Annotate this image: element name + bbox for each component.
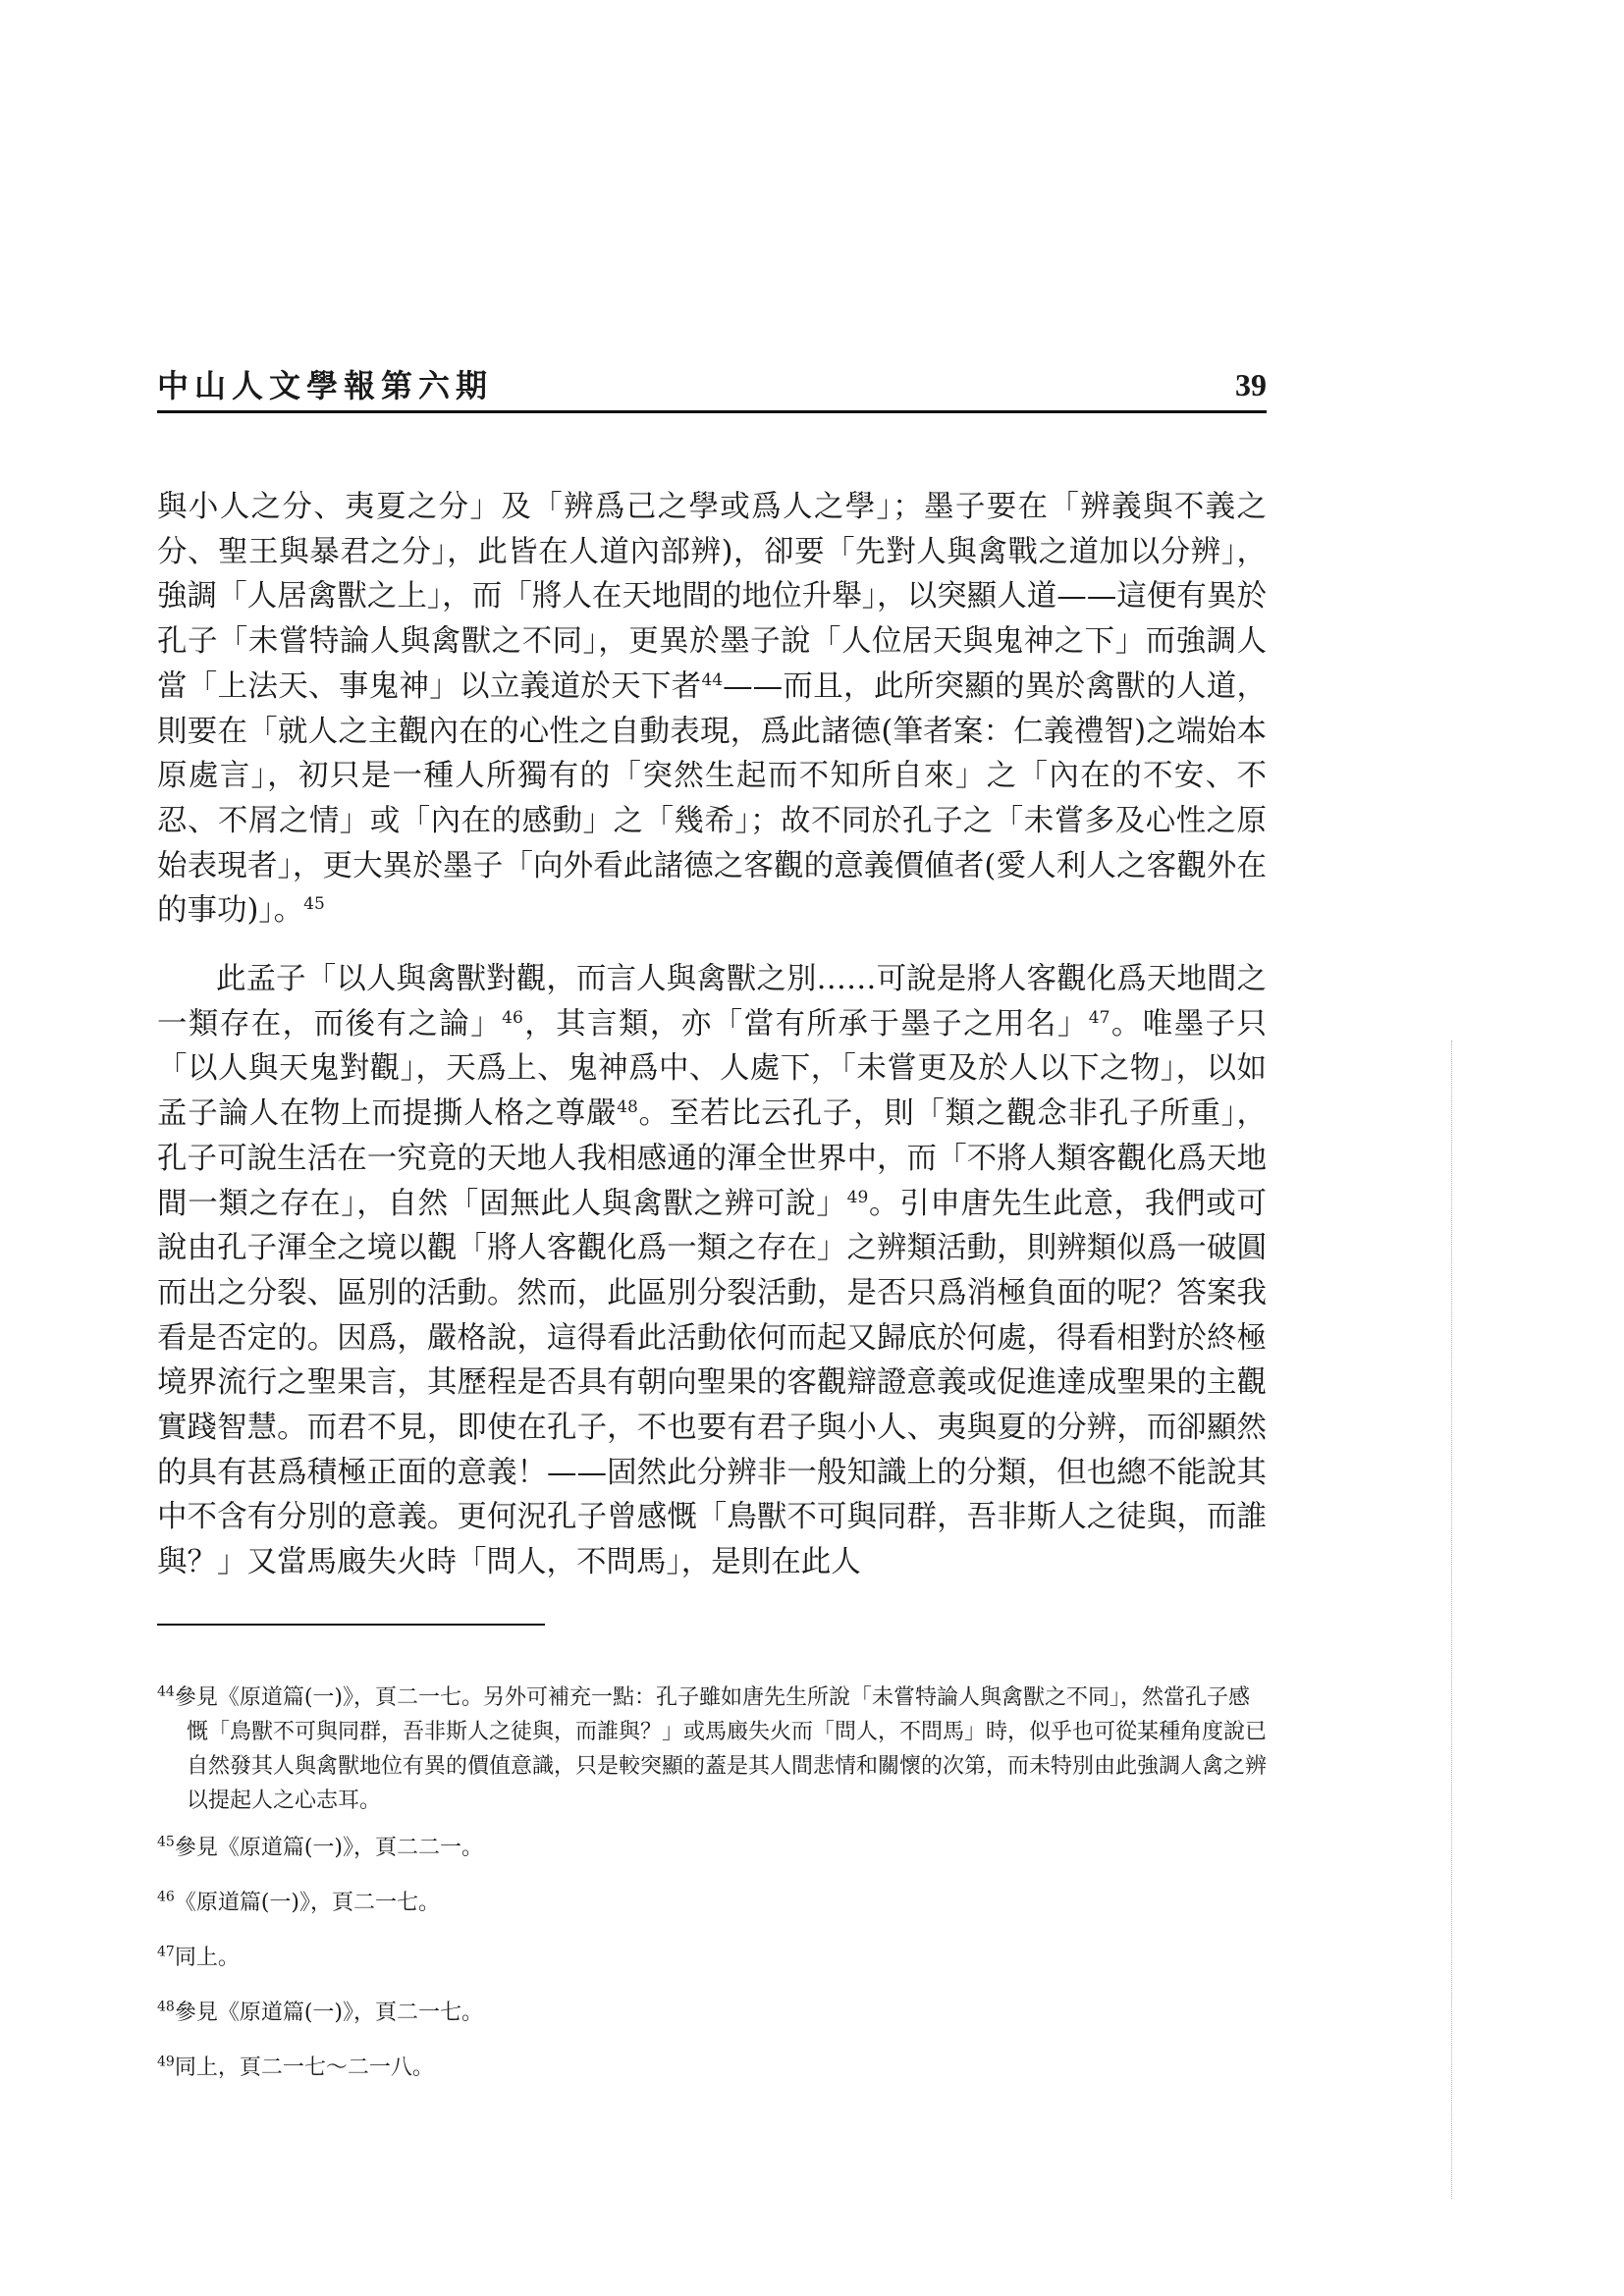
scan-edge-line [1451, 1041, 1452, 2199]
paragraph-2-text-b: ，其言類，亦「當有所承于墨子之用名」 [522, 1006, 1089, 1041]
footnote-mark: 47 [157, 1944, 175, 1960]
footnote-mark: 45 [157, 1834, 175, 1850]
footnotes [157, 1681, 1267, 2107]
footnote-44 [157, 1681, 1267, 1818]
footnote-mark: 48 [157, 1999, 175, 2015]
footnote-text: 參見《原道篇(一)》，頁二二一。 [174, 1836, 483, 1860]
paragraph-2-text-d: 。至若比云孔子，則「類之觀念非孔子所重」，孔子可說生活在一究竟的天地人我相感通的渾全世界中，而「不將人類客觀化爲天地間一類之存在」，自然「固無此人與禽獸之辨可說」 [157, 1096, 1268, 1221]
footnote-text: 參見《原道篇(一)》，頁二一七。另外可補充一點：孔子雖如唐先生所說「未嘗特論人與禽獸之不同」，然當孔子感慨「鳥獸不可與同群，吾非斯人之徒與，而誰與？」或馬廄失火而「問人，不問馬」時，似乎也可從某種角度說已自然發其人與禽獸地位有異的價值意識，只是較突顯的蓋是其人間悲情和關懷的次第，而未特別由此強調人禽之辨以提起人之心志耳。 [174, 1685, 1268, 1813]
header-rule [157, 410, 1267, 413]
footnote-text: 參見《原道篇(一)》，頁二一七。 [174, 2001, 483, 2025]
paragraph-1 [157, 485, 1267, 934]
body-text [157, 485, 1267, 1585]
footnote-ref-44: 44 [701, 669, 724, 690]
footnote-text: 同上。 [174, 1946, 240, 1970]
footnote-text: 《原道篇(一)》，頁二一七。 [174, 1891, 440, 1915]
page-header [157, 361, 1267, 412]
footnote-48 [157, 1997, 1267, 2030]
paragraph-1-text-a: 與小人之分、夷夏之分」及「辨爲己之學或爲人之學」；墨子要在「辨義與不義之分、聖王與暴君之分」，此皆在人道內部辨)，卻要「先對人與禽戰之道加以分辨」，強調「人居禽獸之上」，而「將人在天地間的地位升舉」，以突顯人道——這便有異於孔子「未嘗特論人與禽獸之不同」，更異於墨子說「人位居天與鬼神之下」而強調人當「上法天、事鬼神」以立義道於天下者 [157, 490, 1267, 704]
footnote-49 [157, 2052, 1267, 2085]
footnote-separator [157, 1624, 545, 1626]
footnote-mark: 49 [157, 2054, 175, 2070]
page-number: 39 [1235, 367, 1267, 402]
paragraph-2-text-a: 此孟子「以人與禽獸對觀，而言人與禽獸之別……可說是將人客觀化爲天地間之一類存在，而後有之論」 [157, 962, 1267, 1041]
footnote-ref-48: 48 [617, 1096, 638, 1117]
footnote-ref-45: 45 [303, 894, 325, 915]
footnote-ref-49: 49 [846, 1187, 869, 1207]
footnote-ref-47: 47 [1088, 1007, 1110, 1028]
paragraph-2-text-e: 。引申唐先生此意，我們或可說由孔子渾全之境以觀「將人客觀化爲一類之存在」之辨類活動，則辨類似爲一破圓而出之分裂、區別的活動。然而，此區別分裂活動，是否只爲消極負面的呢？答案我看是否定的。因爲，嚴格說，這得看此活動依何而起又歸底於何處，得看相對於終極境界流行之聖果言，其歷程是否具有朝向聖果的客觀辯證意義或促進達成聖果的主觀實踐智慧。而君不見，即使在孔子，不也要有君子與小人、夷與夏的分辨，而卻顯然的具有甚爲積極正面的意義！——固然此分辨非一般知識上的分類，但也總不能說其中不含有分別的意義。更何況孔子曾感慨「鳥獸不可與同群，吾非斯人之徒與，而誰與？」又當馬廄失火時「問人，不問馬」，是則在此人 [157, 1186, 1268, 1580]
paragraph-1-text-b: ——而且，此所突顯的異於禽獸的人道，則要在「就人之主觀內在的心性之自動表現，爲此諸德(筆者案：仁義禮智)之端始本原處言」，初只是一種人所獨有的「突然生起而不知所自來」之「內在的不安、不忍、不屑之情」或「內在的感動」之「幾希」；故不同於孔子之「未嘗多及心性之原始表現者」，更大異於墨子「向外看此諸德之客觀的意義價値者(愛人利人之客觀外在的事功)」。 [157, 668, 1267, 929]
journal-title: 中山人文學報第六期 [157, 367, 494, 404]
paragraph-2 [157, 957, 1267, 1585]
footnote-text: 同上，頁二一七～二一八。 [174, 2056, 434, 2080]
footnote-mark: 46 [157, 1889, 175, 1905]
footnote-45 [157, 1832, 1267, 1865]
footnote-ref-46: 46 [502, 1007, 523, 1028]
footnote-mark: 44 [157, 1683, 175, 1700]
footnote-46 [157, 1887, 1267, 1920]
paragraph-2-text-c: 。唯墨子只「以人與天鬼對觀」，天爲上、鬼神爲中、人處下，「未嘗更及於人以下之物」，以如孟子論人在物上而提撕人格之尊嚴 [157, 1006, 1268, 1132]
footnote-47 [157, 1942, 1267, 1975]
